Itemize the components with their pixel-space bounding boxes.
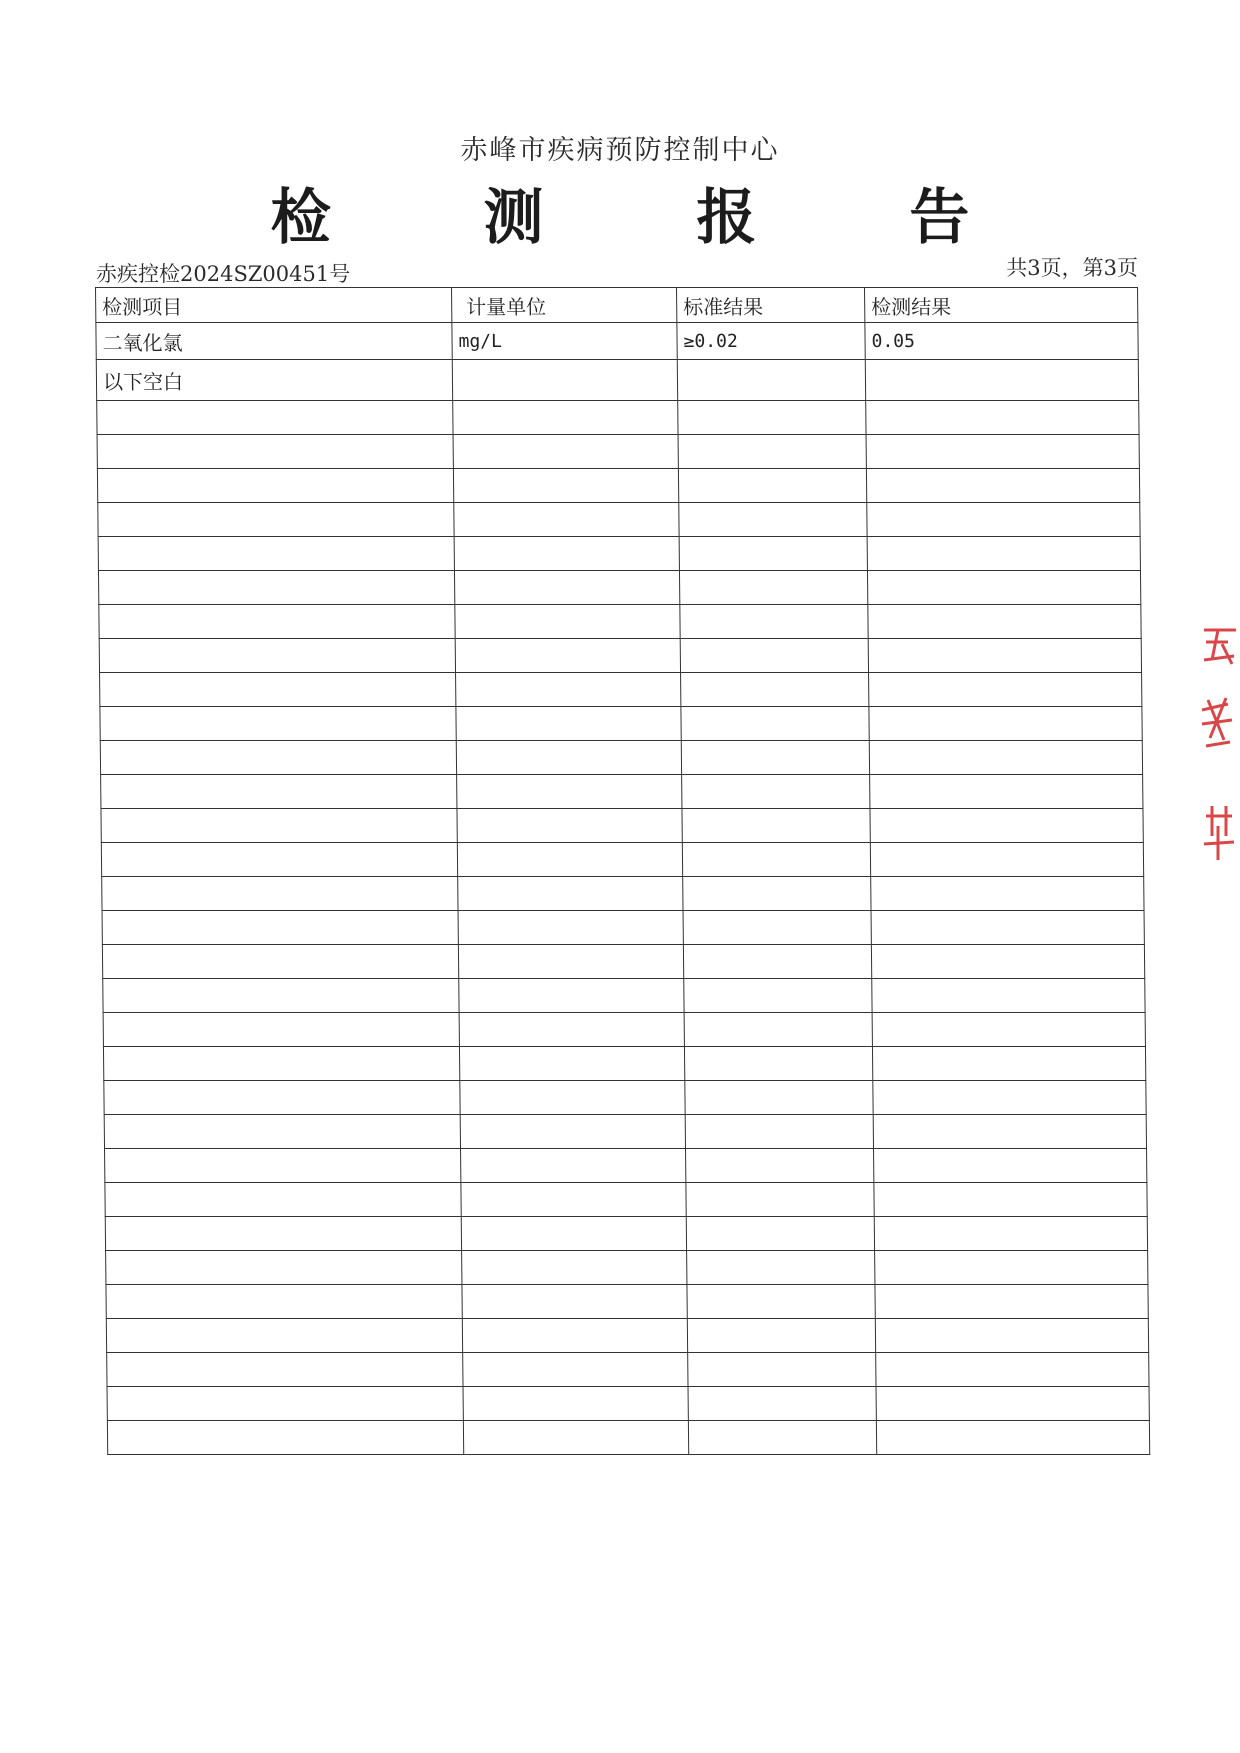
column-header: 检测结果 (865, 288, 1138, 323)
table-row (97, 401, 1139, 435)
table-cell (867, 571, 1140, 605)
table-cell (870, 809, 1143, 843)
table-row (107, 1353, 1149, 1387)
table-row (103, 1047, 1145, 1081)
table-cell (865, 360, 1138, 401)
table-cell (680, 605, 868, 639)
table-cell (678, 469, 866, 503)
table-cell (463, 1353, 688, 1387)
table-cell (462, 1285, 687, 1319)
table-cell (462, 1319, 687, 1353)
table-cell: mg/L (452, 323, 677, 360)
table-cell (98, 537, 454, 571)
table-cell (682, 843, 870, 877)
table-cell (105, 1217, 461, 1251)
table-cell (107, 1421, 463, 1455)
page-info: 共3页，第3页 (1006, 256, 1138, 280)
table-row (106, 1251, 1148, 1285)
table-row (99, 639, 1141, 673)
table-cell (874, 1217, 1147, 1251)
table-row (99, 605, 1141, 639)
table-cell (455, 605, 680, 639)
column-header: 标准结果 (677, 288, 865, 323)
table-cell (871, 911, 1144, 945)
table-cell (458, 877, 683, 911)
table-row (106, 1285, 1148, 1319)
table-row (101, 809, 1143, 843)
table-cell (869, 741, 1142, 775)
table-cell (683, 945, 871, 979)
table-cell (453, 401, 678, 435)
table-cell (687, 1251, 875, 1285)
table-cell (869, 707, 1142, 741)
table-row (100, 673, 1142, 707)
table-cell (461, 1149, 686, 1183)
table-cell (455, 639, 680, 673)
table-cell (99, 605, 455, 639)
table-cell: 0.05 (865, 323, 1138, 360)
table-cell (103, 1013, 459, 1047)
table-cell (682, 809, 870, 843)
table-cell: 二氧化氯 (96, 323, 452, 360)
table-cell (866, 435, 1139, 469)
table-row (98, 571, 1140, 605)
table-cell (457, 775, 682, 809)
table-cell (871, 945, 1144, 979)
table-cell (688, 1387, 876, 1421)
table-cell (686, 1183, 874, 1217)
table-row (105, 1217, 1147, 1251)
table-cell (454, 537, 679, 571)
table-cell (106, 1319, 462, 1353)
column-header: 检测项目 (96, 288, 452, 323)
table-cell (100, 741, 456, 775)
table-cell (872, 1047, 1145, 1081)
table-cell (106, 1285, 462, 1319)
table-cell (107, 1353, 463, 1387)
table-cell (102, 911, 458, 945)
table-cell (687, 1285, 875, 1319)
table-cell (679, 571, 867, 605)
table-cell (872, 1013, 1145, 1047)
table-cell (459, 1047, 684, 1081)
table-cell (98, 571, 454, 605)
table-row (106, 1319, 1148, 1353)
table-cell (457, 843, 682, 877)
table-row (96, 323, 1138, 360)
table-row (102, 945, 1144, 979)
table-cell (462, 1251, 687, 1285)
table-cell (457, 809, 682, 843)
table-cell (873, 1081, 1146, 1115)
table-row (103, 979, 1145, 1013)
table-cell (874, 1183, 1147, 1217)
table-cell (101, 843, 457, 877)
table-cell (686, 1149, 874, 1183)
table-cell: ≥0.02 (677, 323, 865, 360)
column-header: 计量单位 (452, 288, 677, 323)
table-cell (102, 945, 458, 979)
table-row (100, 741, 1142, 775)
table-cell (461, 1217, 686, 1251)
table-cell (682, 775, 870, 809)
table-row (103, 1013, 1145, 1047)
table-cell (456, 707, 681, 741)
table-cell (99, 639, 455, 673)
table-cell (97, 469, 453, 503)
table-cell (869, 673, 1142, 707)
table-cell (868, 639, 1141, 673)
table-cell (679, 537, 867, 571)
table-cell (678, 401, 866, 435)
table-cell (100, 673, 456, 707)
table-cell (876, 1387, 1149, 1421)
table-cell (453, 469, 678, 503)
table-cell (875, 1319, 1148, 1353)
table-cell (105, 1149, 461, 1183)
table-cell (97, 401, 453, 435)
table-row (105, 1183, 1147, 1217)
table-cell (681, 707, 869, 741)
table-cell (680, 639, 868, 673)
table-cell (681, 741, 869, 775)
table-cell (867, 537, 1140, 571)
table-cell (460, 1081, 685, 1115)
table-header-row (96, 288, 1138, 323)
table-cell (458, 945, 683, 979)
table-cell (875, 1251, 1148, 1285)
table-cell (100, 707, 456, 741)
table-row (98, 537, 1140, 571)
table-row (97, 469, 1139, 503)
table-cell (684, 979, 872, 1013)
table-row (104, 1115, 1146, 1149)
table-row (104, 1081, 1146, 1115)
table-cell (97, 435, 453, 469)
table-cell (456, 673, 681, 707)
table-cell (871, 877, 1144, 911)
table-cell (454, 571, 679, 605)
table-cell (686, 1217, 874, 1251)
table-cell (105, 1183, 461, 1217)
seal-icon (1198, 620, 1240, 880)
table-cell (104, 1115, 460, 1149)
table-cell (688, 1421, 876, 1455)
table-cell (685, 1081, 873, 1115)
table-cell (681, 673, 869, 707)
table-cell (679, 503, 867, 537)
table-row (100, 707, 1142, 741)
table-cell (103, 1047, 459, 1081)
table-cell (868, 605, 1141, 639)
table-cell (866, 469, 1139, 503)
table-cell (107, 1387, 463, 1421)
table-cell (463, 1387, 688, 1421)
report-number: 赤疾控检2024SZ00451号 (96, 262, 351, 286)
table-row (102, 877, 1144, 911)
table-cell (866, 401, 1139, 435)
table-cell (458, 911, 683, 945)
table-cell (106, 1251, 462, 1285)
table-cell (461, 1183, 686, 1217)
organization-name: 赤峰市疾病预防控制中心 (460, 135, 780, 166)
table-cell (463, 1421, 688, 1455)
table-row (107, 1387, 1149, 1421)
table-cell (870, 775, 1143, 809)
table-cell (678, 435, 866, 469)
table-cell (101, 809, 457, 843)
table-cell (867, 503, 1140, 537)
table-cell (874, 1149, 1147, 1183)
table-cell (876, 1421, 1149, 1455)
table-cell (870, 843, 1143, 877)
table-cell (872, 979, 1145, 1013)
table-cell (685, 1115, 873, 1149)
table-cell (454, 503, 679, 537)
table-cell (684, 1047, 872, 1081)
table-row (105, 1149, 1147, 1183)
table-cell (459, 1013, 684, 1047)
table-cell (101, 775, 457, 809)
table-cell (456, 741, 681, 775)
table-cell (875, 1285, 1148, 1319)
results-table (95, 287, 1150, 1455)
table-cell (684, 1013, 872, 1047)
table-cell (98, 503, 454, 537)
table-cell (687, 1319, 875, 1353)
table-cell (103, 979, 459, 1013)
table-cell (876, 1353, 1149, 1387)
table-cell (688, 1353, 876, 1387)
table-row (96, 360, 1138, 401)
table-row (107, 1421, 1149, 1455)
table-cell (873, 1115, 1146, 1149)
report-title: 检 测 报 告 (270, 183, 1036, 253)
table-cell (459, 979, 684, 1013)
table-cell (683, 877, 871, 911)
table-cell: 以下空白 (96, 360, 452, 401)
table-cell (104, 1081, 460, 1115)
table-cell (683, 911, 871, 945)
table-row (101, 843, 1143, 877)
table-row (98, 503, 1140, 537)
table-cell (677, 360, 865, 401)
table-cell (453, 435, 678, 469)
table-cell (460, 1115, 685, 1149)
table-row (101, 775, 1143, 809)
table-row (102, 911, 1144, 945)
table-cell (452, 360, 677, 401)
table-row (97, 435, 1139, 469)
table-cell (102, 877, 458, 911)
